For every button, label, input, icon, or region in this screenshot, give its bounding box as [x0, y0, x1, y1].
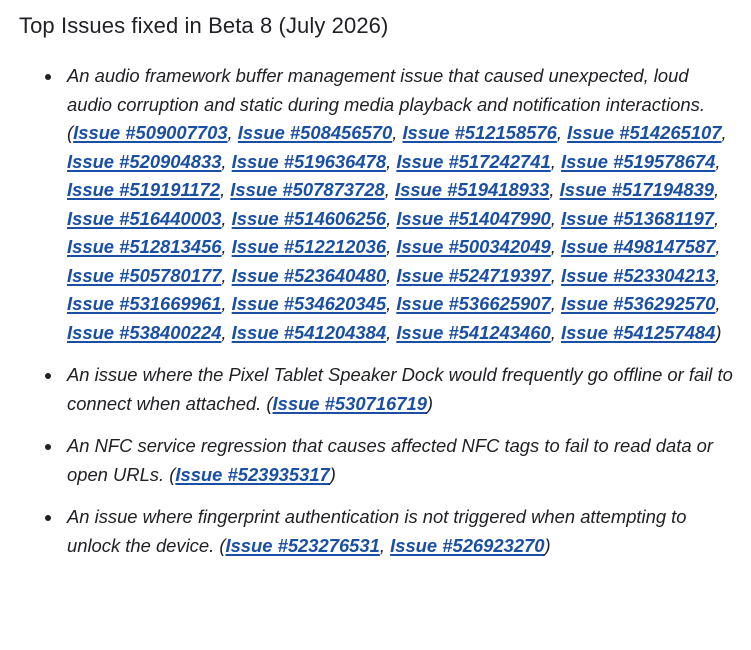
issue-list-item: An audio framework buffer management issue that caused unexpected, loud audio corruption and static during media playback and notification interactions. (Issue #509007703, Issue #508456570, Issue #512158576, Issue #514265107, Issue #520904833, Issue #519636478, Issue #517242741, Issue #519578674, Issue #519191172, Issue #507873728, Issue #519418933, Issue #517194839, Issue #516440003, Issue #514606256, Issue #514047990, Issue #513681197, Issue #512813456, Issue #512212036, Issue #500342049, Issue #498147587, Issue #505780177, Issue #523640480, Issue #524719397, Issue #523304213, Issue #531669961, Issue #534620345, Issue #536625907, Issue #536292570, Issue #538400224, Issue #541204384, Issue #541243460, Issue #541257484) — [0, 62, 751, 347]
issue-link[interactable]: Issue #538400224 — [67, 321, 222, 343]
issue-link[interactable]: Issue #541204384 — [231, 321, 387, 343]
issue-description: An audio framework buffer management issue that caused unexpected, loud audio corruption and static during media playback and notification interactions. — [67, 65, 705, 115]
issue-link[interactable]: Issue #531669961 — [67, 293, 222, 314]
issue-link[interactable]: Issue #520904833 — [67, 150, 222, 172]
issue-link[interactable]: Issue #536625907 — [396, 293, 551, 314]
issue-link[interactable]: Issue #526923270 — [390, 534, 545, 556]
issue-link[interactable]: Issue #523935317 — [175, 463, 330, 485]
issue-link[interactable]: Issue #523640480 — [231, 264, 387, 286]
issue-link[interactable]: Issue #519578674 — [560, 150, 716, 172]
fixed-issues-list — [0, 62, 751, 574]
issue-link[interactable]: Issue #508456570 — [237, 122, 393, 143]
issue-link[interactable]: Issue #541257484 — [560, 321, 716, 343]
issue-link[interactable]: Issue #523304213 — [560, 264, 716, 286]
issue-link[interactable]: Issue #517194839 — [559, 179, 715, 200]
issue-link[interactable]: Issue #517242741 — [396, 150, 551, 172]
issue-link[interactable]: Issue #524719397 — [396, 264, 551, 286]
issue-description: An issue where fingerprint authentication is not triggered when attempting to unlock the device. — [67, 506, 687, 556]
issue-list-item: An issue where fingerprint authentication is not triggered when attempting to unlock the device. (Issue #523276531, Issue #526923270) — [0, 503, 751, 560]
section-heading: Top Issues fixed in Beta 8 (July 2026) — [19, 13, 389, 38]
issue-link[interactable]: Issue #530716719 — [272, 392, 427, 414]
issue-link[interactable]: Issue #512212036 — [231, 236, 387, 257]
issue-list-item: An issue where the Pixel Tablet Speaker Dock would frequently go offline or fail to connect when attached. (Issue #530716719) — [0, 361, 751, 418]
issue-description: An NFC service regression that causes affected NFC tags to fail to read data or open URLs. — [67, 435, 714, 485]
issue-link[interactable]: Issue #505780177 — [67, 264, 222, 286]
issue-description: An issue where the Pixel Tablet Speaker Dock would frequently go offline or fail to connect when attached. — [67, 364, 733, 414]
issue-link[interactable]: Issue #534620345 — [231, 293, 387, 314]
issue-link[interactable]: Issue #514265107 — [567, 122, 722, 143]
issue-link[interactable]: Issue #512158576 — [402, 122, 557, 143]
issue-list-item: An NFC service regression that causes affected NFC tags to fail to read data or open URLs. (Issue #523935317) — [0, 432, 751, 489]
issue-link[interactable]: Issue #498147587 — [560, 236, 716, 257]
issue-link[interactable]: Issue #519418933 — [394, 179, 550, 200]
issue-link[interactable]: Issue #516440003 — [67, 207, 222, 229]
issue-link[interactable]: Issue #541243460 — [396, 321, 551, 343]
issue-link[interactable]: Issue #509007703 — [73, 122, 228, 143]
issue-link[interactable]: Issue #523276531 — [225, 534, 380, 556]
issue-link[interactable]: Issue #519191172 — [67, 179, 221, 200]
issue-link[interactable]: Issue #519636478 — [231, 150, 387, 172]
issue-link[interactable]: Issue #512813456 — [67, 236, 222, 257]
issue-link[interactable]: Issue #514606256 — [231, 207, 387, 229]
issue-link[interactable]: Issue #536292570 — [560, 293, 716, 314]
issue-link[interactable]: Issue #507873728 — [230, 179, 385, 200]
issue-link[interactable]: Issue #514047990 — [396, 207, 551, 229]
issue-link[interactable]: Issue #500342049 — [396, 236, 551, 257]
issue-link[interactable]: Issue #513681197 — [560, 207, 715, 229]
